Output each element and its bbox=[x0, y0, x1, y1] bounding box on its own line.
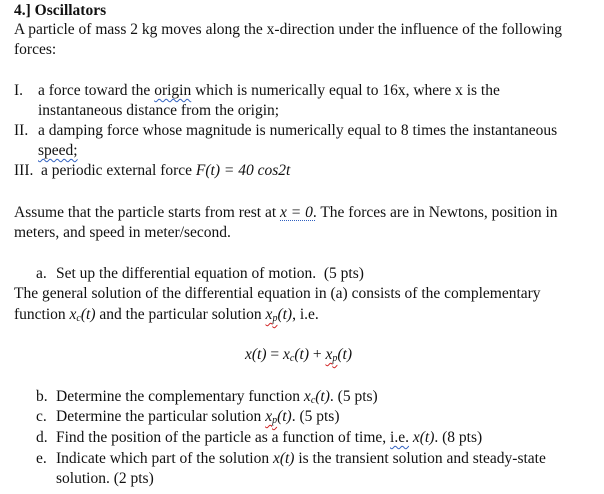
part-e-line-2: solution. (2 pts) bbox=[56, 470, 154, 487]
general-solution-equation: $x(t) = x_c(t) + x_p(t)$ bbox=[245, 346, 353, 364]
part-c-line: Determine the particular solution $x_p(t)$. (5 pts) bbox=[56, 408, 340, 426]
force-3-numeral: III. bbox=[14, 162, 34, 179]
initial-condition: x = 0 bbox=[280, 204, 313, 221]
intro-line-1: A particle of mass 2 kg moves along the x-direction under the influence of the following bbox=[14, 21, 562, 38]
part-a-letter: a. bbox=[36, 265, 47, 282]
problem-heading bbox=[14, 1, 106, 21]
assumption-line-1: Assume that the particle starts from rest at x = 0. The forces are in Newtons, position in bbox=[14, 204, 558, 221]
force-2-line-2 bbox=[38, 141, 78, 161]
intro-line-2: forces: bbox=[14, 41, 57, 58]
assumption-line-2: meters, and speed in meter/second. bbox=[14, 224, 231, 241]
force-3-line: a periodic external force F(t) = 40 cos2t bbox=[41, 162, 291, 179]
part-d-line: Find the position of the particle as a function of time, i.e. x(t). (8 pts) bbox=[56, 429, 483, 446]
problem-title: Oscillators bbox=[34, 2, 107, 19]
force-2-line-1: a damping force whose magnitude is numerically equal to 8 times the instantaneous bbox=[38, 122, 558, 139]
part-e-line-1: Indicate which part of the solution x(t) is the transient solution and steady-state bbox=[56, 450, 546, 467]
part-a-line: Set up the differential equation of motion. (5 pts) bbox=[56, 265, 364, 282]
part-d-letter: d. bbox=[36, 429, 48, 446]
general-solution-line-1: The general solution of the differential equation in (a) consists of the complementary bbox=[14, 285, 541, 302]
force-1-line-2: instantaneous distance from the origin; bbox=[38, 102, 280, 119]
force-1-line-1: a force toward the origin which is numerically equal to 16x, where x is the bbox=[38, 82, 500, 99]
force-formula: F(t) = 40 cos2t bbox=[195, 162, 291, 179]
part-b-letter: b. bbox=[36, 388, 48, 405]
force-1-numeral: I. bbox=[14, 82, 24, 99]
part-c-letter: c. bbox=[36, 408, 47, 425]
general-solution-line-2: function $x_c(t)$ and the particular solution $x_p(t)$, i.e. bbox=[14, 306, 319, 324]
speed-word: speed; bbox=[38, 142, 78, 159]
xp-symbol: $x_p(t)$ bbox=[265, 306, 293, 324]
origin-word: origin bbox=[154, 82, 192, 99]
part-b-line: Determine the complementary function $x_c(t)$. (5 pts) bbox=[56, 388, 378, 406]
part-e-letter: e. bbox=[36, 450, 47, 467]
problem-number: 4.] bbox=[14, 2, 31, 19]
xc-symbol: $x_c(t)$ bbox=[69, 306, 96, 324]
force-2-numeral: II. bbox=[14, 122, 29, 139]
